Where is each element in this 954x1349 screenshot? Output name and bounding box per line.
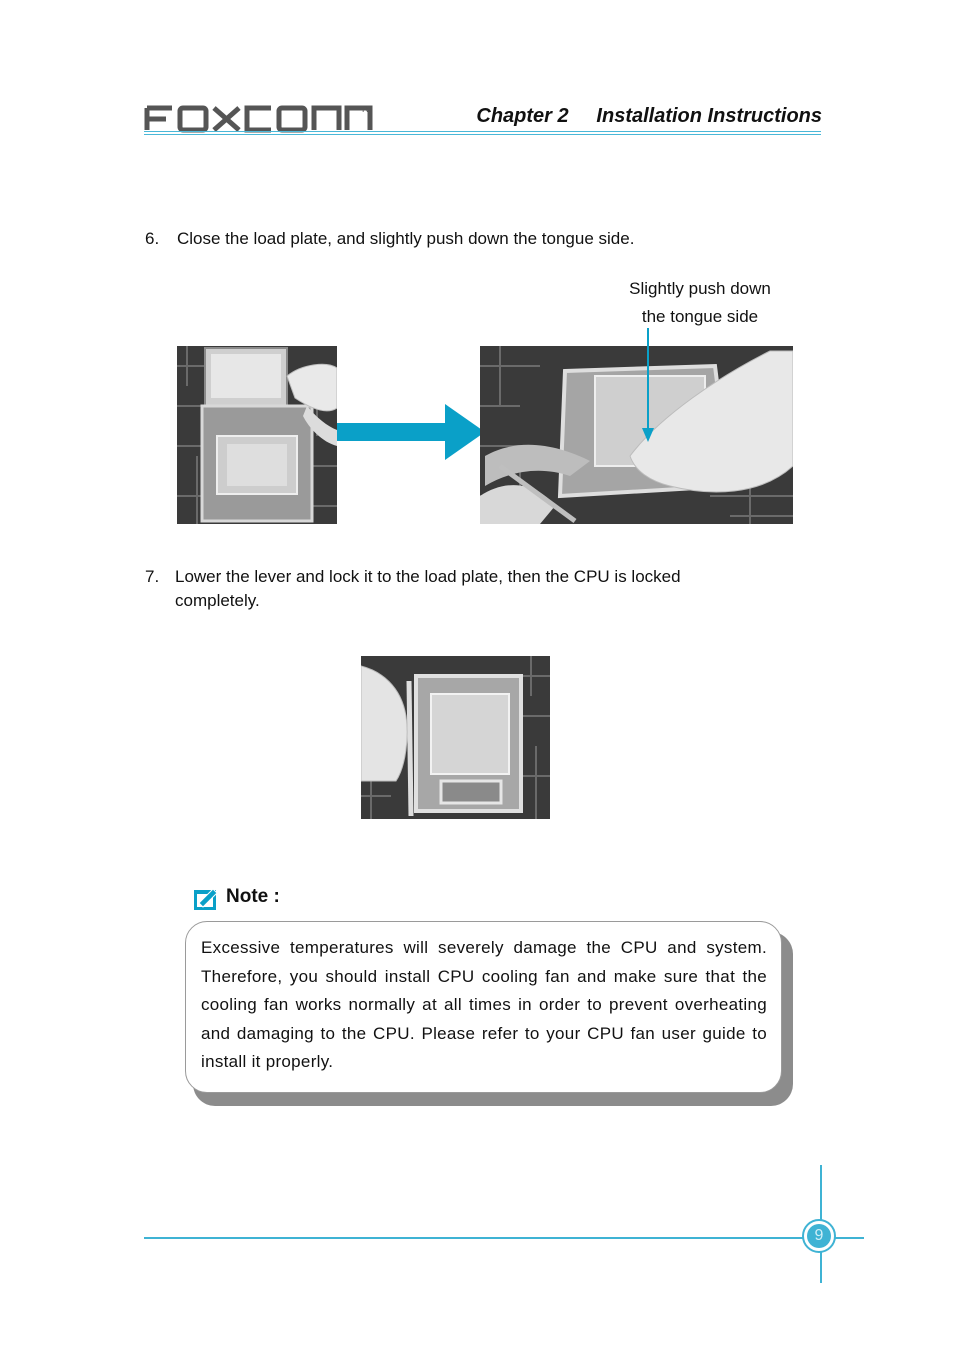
callout-line-2: the tongue side xyxy=(641,307,759,326)
step-7 xyxy=(145,565,765,613)
header-rule xyxy=(144,131,821,135)
cpu-locked-photo xyxy=(361,656,550,819)
chapter-title: Chapter 2 Installation Instructions xyxy=(476,105,822,127)
callout-line-1: Slightly push down xyxy=(629,279,771,298)
step-6 xyxy=(145,227,825,251)
arrow-right-icon xyxy=(337,404,485,460)
note-title: Note : xyxy=(226,886,280,907)
step-text: Close the load plate, and slightly push down the tongue side. xyxy=(177,229,635,248)
step-text: Lower the lever and lock it to the load plate, then the CPU is locked xyxy=(175,567,681,586)
svg-text:R: R xyxy=(362,104,369,114)
step-number: 6. xyxy=(145,229,160,248)
page-number-badge xyxy=(802,1219,836,1253)
foxconn-logo xyxy=(144,103,376,133)
step-number: 7. xyxy=(145,567,160,586)
footer-rule xyxy=(144,1237,864,1239)
pointer-arrow-icon xyxy=(640,328,656,446)
callout-label xyxy=(600,275,800,331)
note-body: Excessive temperatures will severely damage the CPU and system. Therefore, you should install CPU cooling fan and make sure that the cooling fan works normally at all times in order to prevent overheating and damaging to the CPU. Please refer to your CPU fan user guide to install it properly. xyxy=(201,938,767,1071)
page-number: 9 xyxy=(807,1224,831,1248)
push-load-plate-photo xyxy=(480,346,793,524)
cpu-socket-open-photo xyxy=(177,346,337,524)
note-pencil-icon xyxy=(193,887,219,911)
step-text-continued: completely. xyxy=(175,591,260,610)
